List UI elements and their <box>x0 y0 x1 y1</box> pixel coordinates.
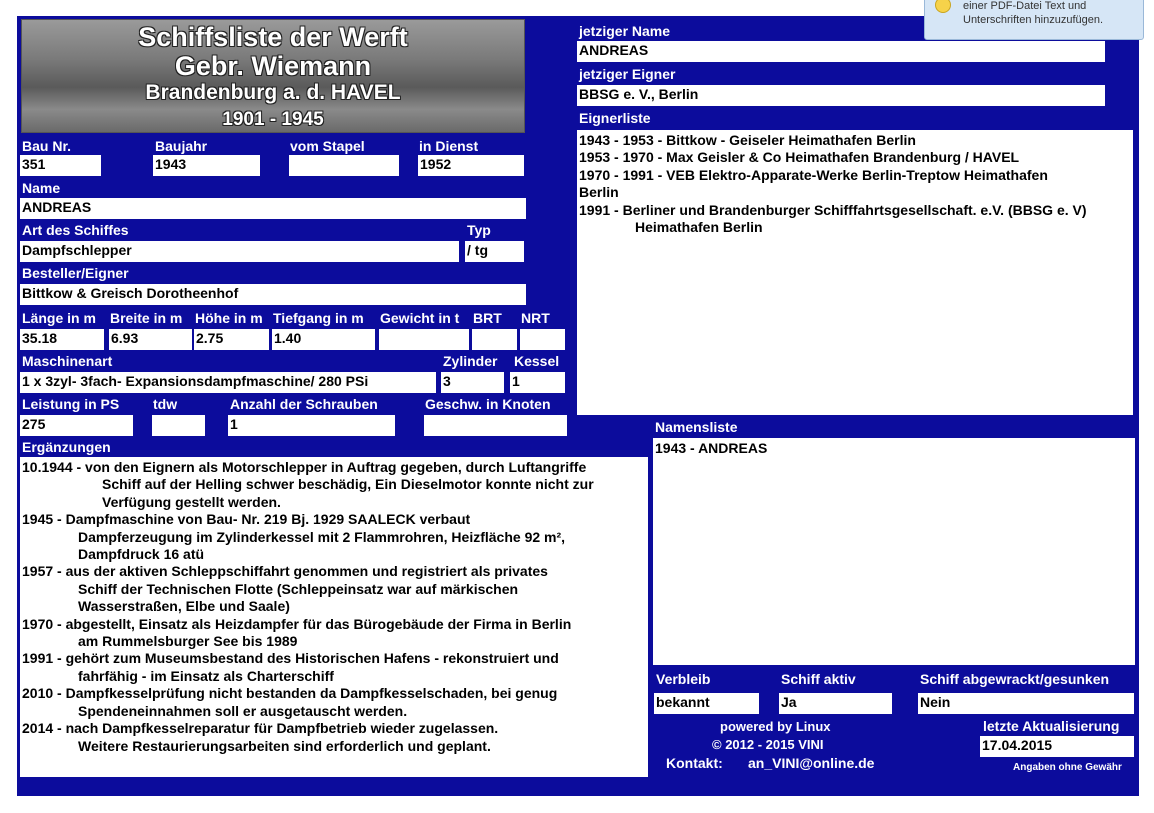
pdf-hint-tooltip <box>924 0 1144 40</box>
tiefgang-field[interactable]: 1.40 <box>272 329 375 350</box>
banner-location: Brandenburg a. d. HAVEL <box>145 81 401 104</box>
label-eignerliste: Eignerliste <box>579 110 651 126</box>
kontakt-email[interactable]: an_VINI@online.de <box>748 755 875 771</box>
eigner-entry <box>579 202 1131 237</box>
ergaenzung-continuation-line: Spendeneinnahmen soll er ausgetauscht werden. <box>78 702 408 719</box>
banner-title: Schiffsliste der Werft <box>138 22 408 52</box>
powered-by: powered by Linux <box>720 719 831 734</box>
label-leistung: Leistung in PS <box>22 396 120 412</box>
ergaenzung-entry <box>22 685 646 720</box>
ergaenzung-continuation-line: Wasserstraßen, Elbe und Saale) <box>78 598 290 615</box>
ergaenzung-entry <box>22 563 646 615</box>
brt-field[interactable] <box>472 329 517 350</box>
label-maschinenart: Maschinenart <box>22 353 113 369</box>
namensliste-entry: 1943 - ANDREAS <box>655 440 768 456</box>
label-bau-nr: Bau Nr. <box>22 138 72 154</box>
label-verbleib: Verbleib <box>656 671 711 687</box>
letzte-aktualisierung-field[interactable]: 17.04.2015 <box>980 736 1134 757</box>
label-ergaenzungen: Ergänzungen <box>22 439 111 455</box>
ergaenzung-continuation-line: am Rummelsburger See bis 1989 <box>78 633 298 650</box>
label-besteller: Besteller/Eigner <box>22 265 129 281</box>
eigner-entry-line: 1991 - Berliner und Brandenburger Schifffahrtsgesellschaft. e.V. (BBSG e. V) <box>579 201 1087 218</box>
lightbulb-icon <box>935 0 951 13</box>
label-vom-stapel: vom Stapel <box>290 138 365 154</box>
label-laenge: Länge in m <box>22 310 96 326</box>
vom-stapel-field[interactable] <box>289 155 399 176</box>
leistung-field[interactable]: 275 <box>20 415 133 436</box>
ergaenzung-entry <box>22 650 646 685</box>
schiff-aktiv-field[interactable]: Ja <box>779 693 892 714</box>
disclaimer: Angaben ohne Gewähr <box>1013 762 1122 773</box>
verbleib-field[interactable]: bekannt <box>654 693 759 714</box>
ergaenzung-entry <box>22 511 646 563</box>
hoehe-field[interactable]: 2.75 <box>194 329 269 350</box>
schrauben-field[interactable]: 1 <box>228 415 395 436</box>
label-hoehe: Höhe in m <box>195 310 263 326</box>
ergaenzung-continuation-line: Schiff auf der Helling schwer beschädig, Ein Dieselmotor konnte nicht zur <box>102 476 594 493</box>
banner-years: 1901 - 1945 <box>222 109 324 130</box>
label-jetziger-eigner: jetziger Eigner <box>579 66 676 82</box>
eigner-entry <box>579 167 1131 202</box>
label-breite: Breite in m <box>110 310 183 326</box>
ergaenzung-continuation-line: fahrfähig - im Einsatz als Charterschiff <box>78 667 334 684</box>
geschw-field[interactable] <box>424 415 567 436</box>
zylinder-field[interactable]: 3 <box>441 372 504 393</box>
label-typ: Typ <box>467 222 491 238</box>
ergaenzung-first-line: 10.1944 - von den Eignern als Motorschlepper in Auftrag gegeben, durch Luftangriffe <box>22 459 587 475</box>
label-art: Art des Schiffes <box>22 222 129 238</box>
label-gewicht: Gewicht in t <box>380 310 460 326</box>
label-baujahr: Baujahr <box>155 138 208 154</box>
label-geschw: Geschw. in Knoten <box>425 396 551 412</box>
ergaenzung-continuation-line: Dampferzeugung im Zylinderkessel mit 2 Flammrohren, Heizfläche 92 m², <box>78 528 566 545</box>
eigner-entry-line: 1943 - 1953 - Bittkow - Geiseler Heimathafen Berlin <box>579 132 916 148</box>
ergaenzung-continuation-line: Schiff der Technischen Flotte (Schleppeinsatz war auf märkischen <box>78 580 519 597</box>
eigner-entry-line: 1970 - 1991 - VEB Elektro-Apparate-Werke Berlin-Treptow Heimathafen <box>579 166 1048 183</box>
copyright: © 2012 - 2015 VINI <box>712 737 824 752</box>
nrt-field[interactable] <box>520 329 565 350</box>
ergaenzung-first-line: 2010 - Dampfkesselprüfung nicht bestanden da Dampfkesselschaden, bei genug <box>22 685 558 702</box>
label-schiff-aktiv: Schiff aktiv <box>781 671 856 687</box>
label-letzte-aktualisierung: letzte Aktualisierung <box>983 718 1120 734</box>
ergaenzung-first-line: 1957 - aus der aktiven Schleppschiffahrt genommen und registriert als privates <box>22 563 548 580</box>
ergaenzung-continuation-line: Weitere Restaurierungsarbeiten sind erforderlich und geplant. <box>78 737 491 754</box>
label-abgewrackt: Schiff abgewrackt/gesunken <box>920 671 1110 687</box>
jetziger-eigner-field[interactable]: BBSG e. V., Berlin <box>577 85 1105 106</box>
label-tdw: tdw <box>153 396 178 412</box>
label-nrt: NRT <box>521 310 550 326</box>
ergaenzung-first-line: 1970 - abgestellt, Einsatz als Heizdampfer für das Bürogebäude der Firma in Berlin <box>22 615 572 632</box>
namensliste-textarea[interactable] <box>653 438 1135 665</box>
typ-field[interactable]: / tg <box>465 241 524 262</box>
ergaenzung-continuation-line: Dampfdruck 16 atü <box>78 546 205 563</box>
ergaenzung-first-line: 1945 - Dampfmaschine von Bau- Nr. 219 Bj. 1929 SAALECK verbaut <box>22 511 471 528</box>
label-jetziger-name: jetziger Name <box>579 23 671 39</box>
kontakt-label: Kontakt: <box>666 755 723 771</box>
baujahr-field[interactable]: 1943 <box>153 155 260 176</box>
tooltip-line-2: Unterschriften hinzuzufügen. <box>963 14 1104 26</box>
ship-record-form <box>17 16 1139 796</box>
ergaenzung-entry <box>22 459 646 511</box>
ergaenzungen-textarea[interactable] <box>20 457 648 777</box>
besteller-field[interactable]: Bittkow & Greisch Dorotheenhof <box>20 284 526 305</box>
name-field[interactable]: ANDREAS <box>20 198 526 219</box>
label-kessel: Kessel <box>514 353 560 369</box>
gewicht-field[interactable] <box>379 329 469 350</box>
eigner-entry <box>579 149 1131 166</box>
eigner-entry-continuation: Berlin <box>579 184 619 201</box>
jetziger-name-field[interactable]: ANDREAS <box>577 41 1105 62</box>
label-in-dienst: in Dienst <box>419 138 479 154</box>
bau-nr-field[interactable]: 351 <box>20 155 101 176</box>
label-name: Name <box>22 180 61 196</box>
abgewrackt-field[interactable]: Nein <box>918 693 1134 714</box>
eigner-entry-continuation: Heimathafen Berlin <box>635 219 763 236</box>
maschinenart-field[interactable]: 1 x 3zyl- 3fach- Expansionsdampfmaschine/ 280 PSi <box>20 372 436 393</box>
label-zylinder: Zylinder <box>443 353 498 369</box>
eigner-entry <box>579 132 1131 149</box>
label-brt: BRT <box>473 310 502 326</box>
ergaenzung-entry <box>22 720 646 755</box>
banner-company: Gebr. Wiemann <box>174 51 372 81</box>
label-tiefgang: Tiefgang in m <box>273 310 364 326</box>
tooltip-line-1: einer PDF-Datei Text und <box>963 0 1087 12</box>
laenge-field[interactable]: 35.18 <box>20 329 104 350</box>
kessel-field[interactable]: 1 <box>510 372 565 393</box>
eigner-entry-line: 1953 - 1970 - Max Geisler & Co Heimathafen Brandenburg / HAVEL <box>579 149 1020 166</box>
label-schrauben: Anzahl der Schrauben <box>230 396 378 412</box>
breite-field[interactable]: 6.93 <box>109 329 192 350</box>
ergaenzung-first-line: 2014 - nach Dampfkesselreparatur für Dampfbetrieb wieder zugelassen. <box>22 720 499 737</box>
shipyard-banner <box>21 19 525 133</box>
tdw-field[interactable] <box>152 415 205 436</box>
ergaenzung-continuation-line: Verfügung gestellt werden. <box>102 493 281 510</box>
in-dienst-field[interactable]: 1952 <box>418 155 524 176</box>
label-namensliste: Namensliste <box>655 419 738 435</box>
eignerliste-textarea[interactable] <box>577 130 1133 415</box>
art-field[interactable]: Dampfschlepper <box>20 241 459 262</box>
ergaenzung-entry <box>22 616 646 651</box>
ergaenzung-first-line: 1991 - gehört zum Museumsbestand des Historischen Hafens - rekonstruiert und <box>22 650 559 667</box>
